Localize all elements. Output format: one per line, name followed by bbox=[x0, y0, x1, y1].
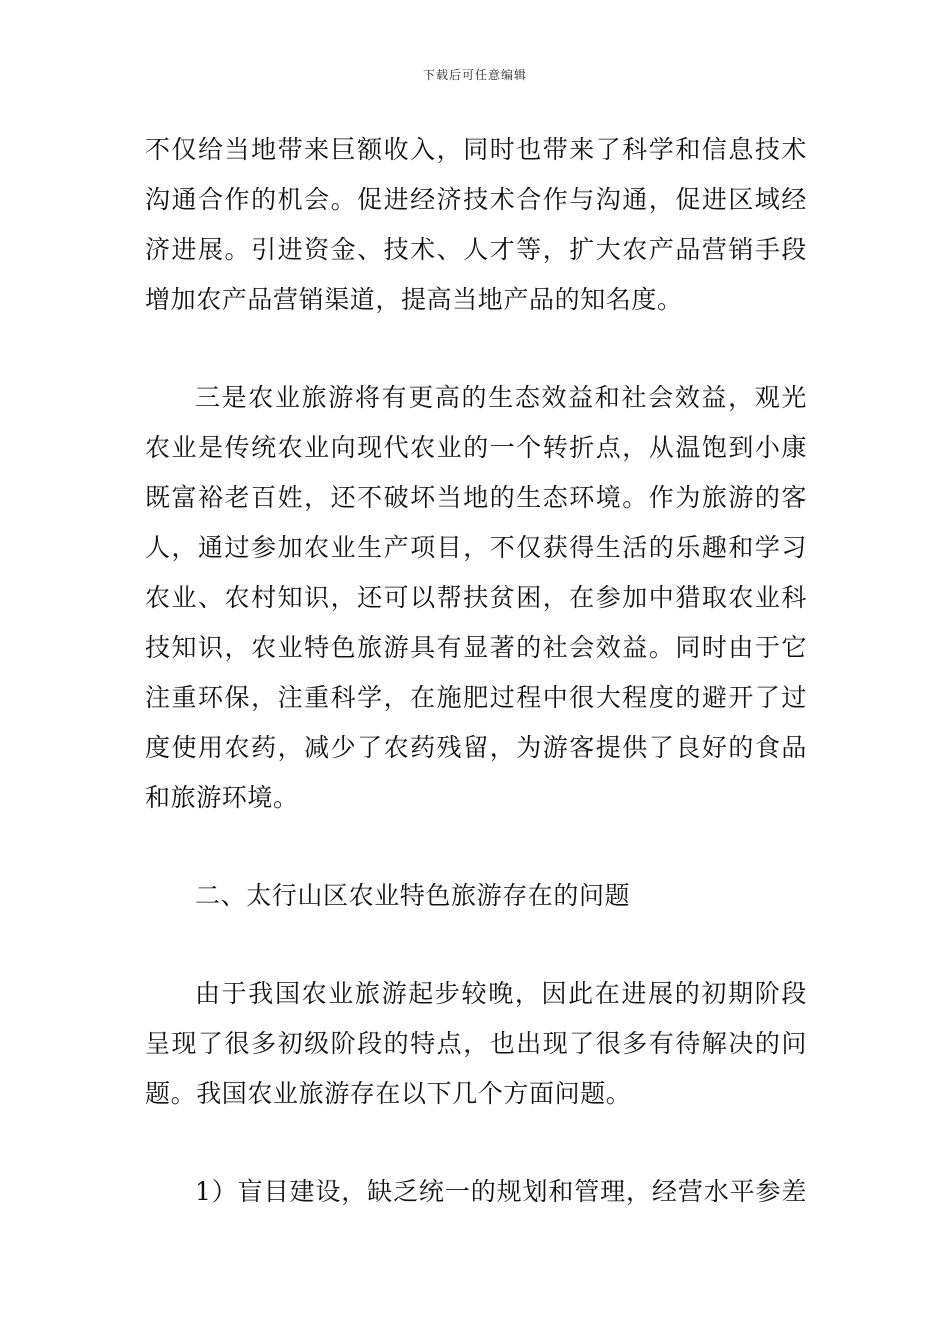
text-line: 度使用农药，减少了农药残留，为游客提供了良好的食品 bbox=[145, 733, 807, 762]
text-line: 三是农业旅游将有更高的生态效益和社会效益，观光 bbox=[195, 383, 807, 412]
text-line: 和旅游环境。 bbox=[145, 783, 299, 812]
paragraph-3 bbox=[145, 969, 807, 1119]
paragraph-gap bbox=[145, 325, 807, 373]
text-line: 农业是传统农业向现代农业的一个转折点，从温饱到小康 bbox=[145, 433, 807, 462]
text-line: 由于我国农业旅游起步较晚，因此在进展的初期阶段 bbox=[195, 979, 807, 1008]
text-line: 题。我国农业旅游存在以下几个方面问题。 bbox=[145, 1079, 632, 1108]
text-line: 1）盲目建设，缺乏统一的规划和管理，经营水平参差 bbox=[195, 1177, 807, 1206]
text-line: 既富裕老百姓，还不破坏当地的生态环境。作为旅游的客 bbox=[145, 483, 807, 512]
paragraph-4 bbox=[145, 1167, 807, 1217]
paragraph-gap bbox=[145, 921, 807, 969]
text-line: 人，通过参加农业生产项目，不仅获得生活的乐趣和学习 bbox=[145, 533, 807, 562]
text-line: 注重环保，注重科学，在施肥过程中很大程度的避开了过 bbox=[145, 683, 807, 712]
text-line: 沟通合作的机会。促进经济技术合作与沟通，促进区域经 bbox=[145, 185, 807, 214]
text-line: 农业、农村知识，还可以帮扶贫困，在参加中猎取农业科 bbox=[145, 583, 807, 612]
text-line: 不仅给当地带来巨额收入，同时也带来了科学和信息技术 bbox=[145, 135, 807, 164]
paragraph-gap bbox=[145, 1119, 807, 1167]
heading-line: 二、太行山区农业特色旅游存在的问题 bbox=[195, 881, 631, 910]
page-header: 下载后可任意编辑 bbox=[422, 68, 527, 82]
paragraph-gap bbox=[145, 823, 807, 871]
text-line: 技知识，农业特色旅游具有显著的社会效益。同时由于它 bbox=[145, 633, 807, 662]
text-line: 呈现了很多初级阶段的特点，也出现了很多有待解决的问 bbox=[145, 1029, 807, 1058]
paragraph-2 bbox=[145, 373, 807, 823]
section-heading bbox=[145, 871, 807, 921]
paragraph-1 bbox=[145, 125, 807, 325]
text-line: 增加农产品营销渠道，提高当地产品的知名度。 bbox=[145, 285, 683, 314]
text-line: 济进展。引进资金、技术、人才等，扩大农产品营销手段 bbox=[145, 235, 807, 264]
document-body bbox=[145, 125, 807, 1217]
